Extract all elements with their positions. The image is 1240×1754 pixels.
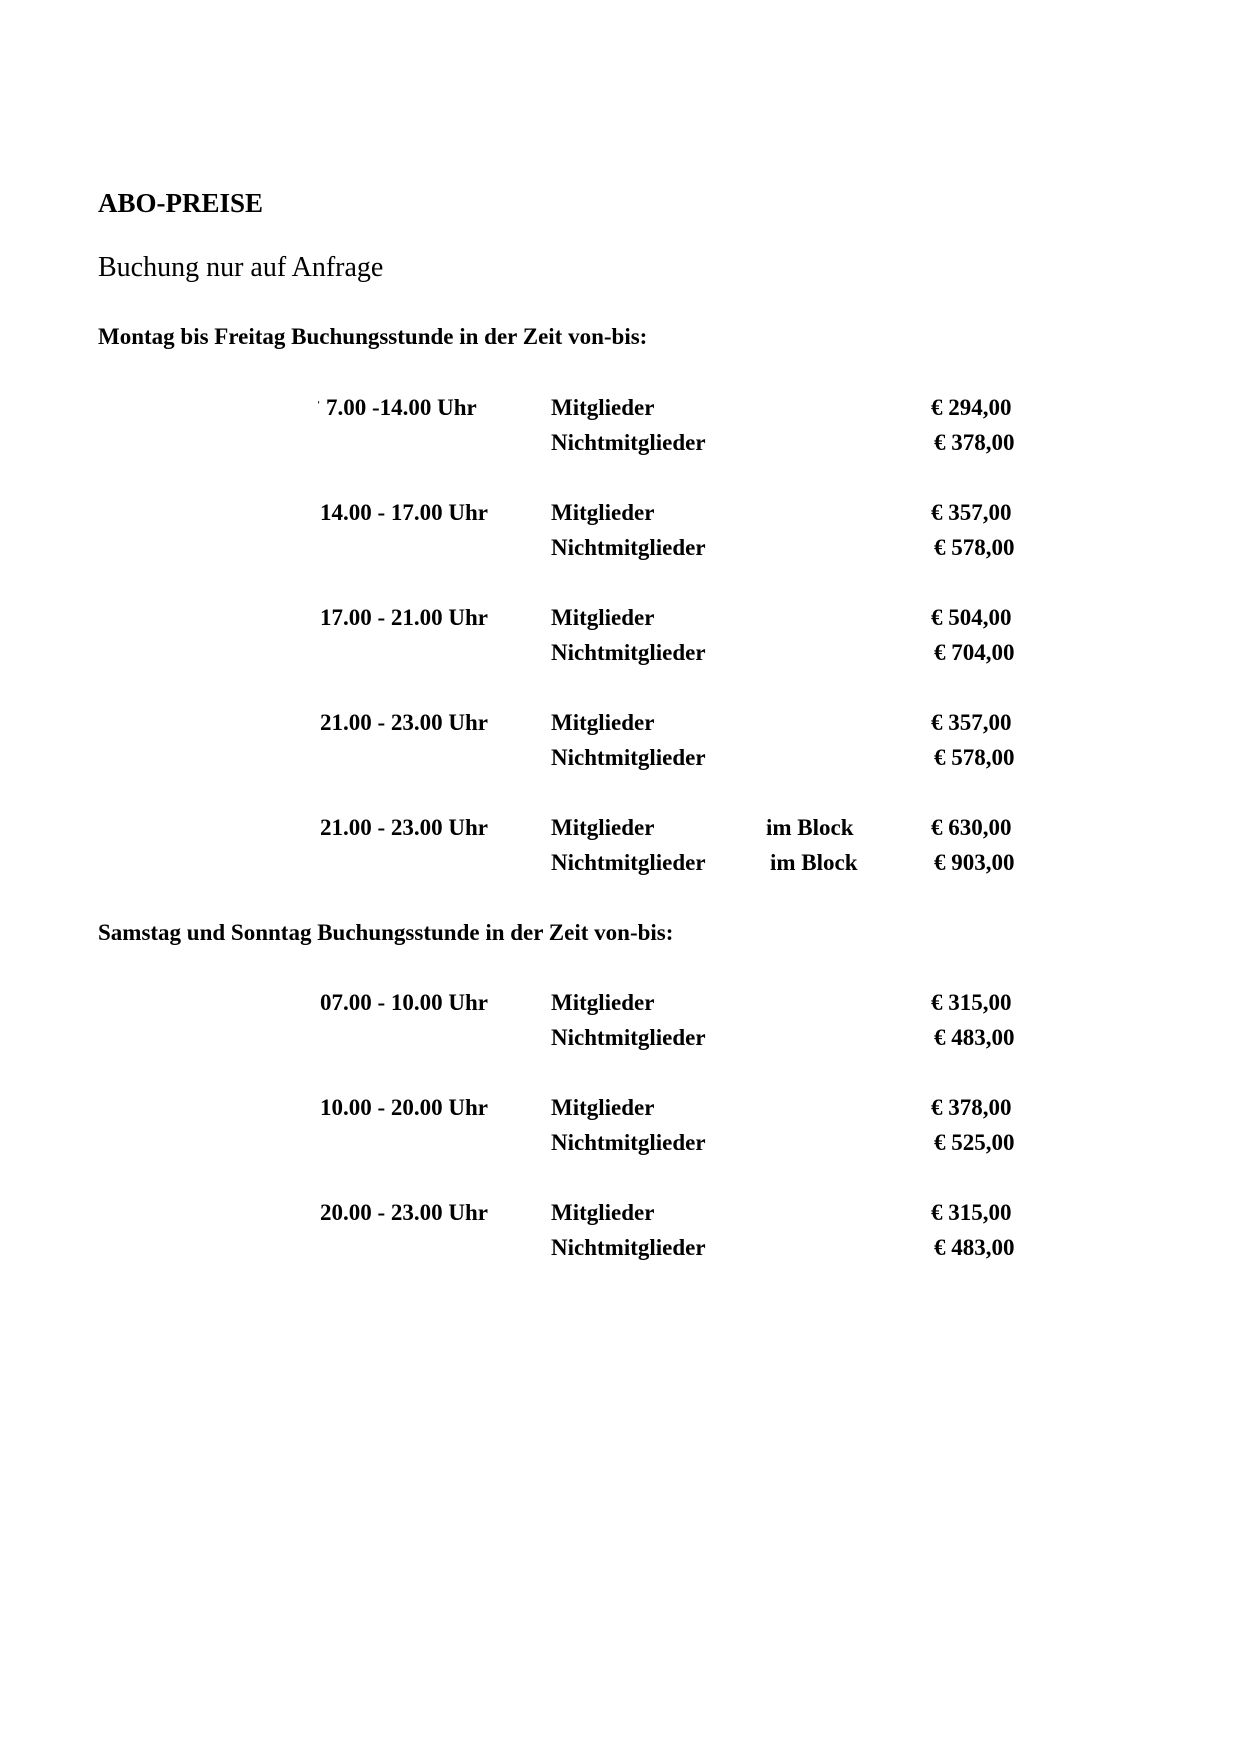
price: € 483,00 (934, 1235, 1015, 1260)
time-range: 14.00 - 17.00 Uhr (320, 500, 489, 525)
price: € 578,00 (934, 745, 1015, 770)
rate-row (0, 813, 1240, 848)
member-group: Nichtmitglieder (551, 745, 706, 770)
rate-row (0, 393, 1240, 428)
member-group: Mitglieder (551, 815, 655, 840)
rate-row (0, 708, 1240, 743)
member-group: Nichtmitglieder (551, 850, 706, 875)
block-note: im Block (770, 850, 858, 875)
weekend-heading: Samstag und Sonntag Buchungsstunde in der Zeit von-bis: (98, 920, 674, 945)
rate-row (0, 988, 1240, 1023)
price: € 294,00 (931, 395, 1012, 420)
time-range: 10.00 - 20.00 Uhr (320, 1095, 489, 1120)
rate-row (0, 743, 1240, 778)
price: € 525,00 (934, 1130, 1015, 1155)
member-group: Mitglieder (551, 990, 655, 1015)
rate-row (0, 498, 1240, 533)
weekday-rate-block (0, 393, 1240, 463)
rate-row (0, 428, 1240, 463)
weekday-rate-block (0, 813, 1240, 883)
weekday-rate-block (0, 603, 1240, 673)
rate-row (0, 1128, 1240, 1163)
price: € 704,00 (934, 640, 1015, 665)
weekday-rate-block (0, 708, 1240, 778)
time-range: 7.00 -14.00 Uhr (326, 395, 477, 420)
price: € 630,00 (931, 815, 1012, 840)
document-subtitle: Buchung nur auf Anfrage (98, 252, 384, 283)
time-range: 20.00 - 23.00 Uhr (320, 1200, 489, 1225)
rate-row (0, 1093, 1240, 1128)
rate-row (0, 1233, 1240, 1268)
price: € 483,00 (934, 1025, 1015, 1050)
weekend-rate-block (0, 1198, 1240, 1268)
time-range: 21.00 - 23.00 Uhr (320, 710, 489, 735)
price: € 357,00 (931, 500, 1012, 525)
block-note: im Block (766, 815, 854, 840)
member-group: Mitglieder (551, 605, 655, 630)
member-group: Mitglieder (551, 500, 655, 525)
member-group: Nichtmitglieder (551, 535, 706, 560)
rate-row (0, 1198, 1240, 1233)
weekend-rate-block (0, 988, 1240, 1058)
member-group: Nichtmitglieder (551, 430, 706, 455)
member-group: Nichtmitglieder (551, 1025, 706, 1050)
rate-row (0, 603, 1240, 638)
time-range: 17.00 - 21.00 Uhr (320, 605, 489, 630)
time-range: 07.00 - 10.00 Uhr (320, 990, 489, 1015)
price: € 378,00 (934, 430, 1015, 455)
document-title: ABO-PREISE (98, 188, 264, 218)
price: € 903,00 (934, 850, 1015, 875)
member-group: Nichtmitglieder (551, 1235, 706, 1260)
member-group: Mitglieder (551, 710, 655, 735)
price: € 315,00 (931, 1200, 1012, 1225)
rate-row (0, 848, 1240, 883)
price: € 578,00 (934, 535, 1015, 560)
weekday-rate-block (0, 498, 1240, 568)
stray-tick-mark: ˈ (316, 399, 322, 416)
member-group: Nichtmitglieder (551, 640, 706, 665)
member-group: Mitglieder (551, 395, 655, 420)
price: € 357,00 (931, 710, 1012, 735)
member-group: Nichtmitglieder (551, 1130, 706, 1155)
price: € 315,00 (931, 990, 1012, 1015)
price: € 378,00 (931, 1095, 1012, 1120)
rate-row (0, 638, 1240, 673)
member-group: Mitglieder (551, 1095, 655, 1120)
member-group: Mitglieder (551, 1200, 655, 1225)
rate-row (0, 1023, 1240, 1058)
time-range: 21.00 - 23.00 Uhr (320, 815, 489, 840)
weekend-rate-block (0, 1093, 1240, 1163)
weekday-heading: Montag bis Freitag Buchungsstunde in der Zeit von-bis: (98, 324, 648, 349)
rate-row (0, 533, 1240, 568)
price: € 504,00 (931, 605, 1012, 630)
